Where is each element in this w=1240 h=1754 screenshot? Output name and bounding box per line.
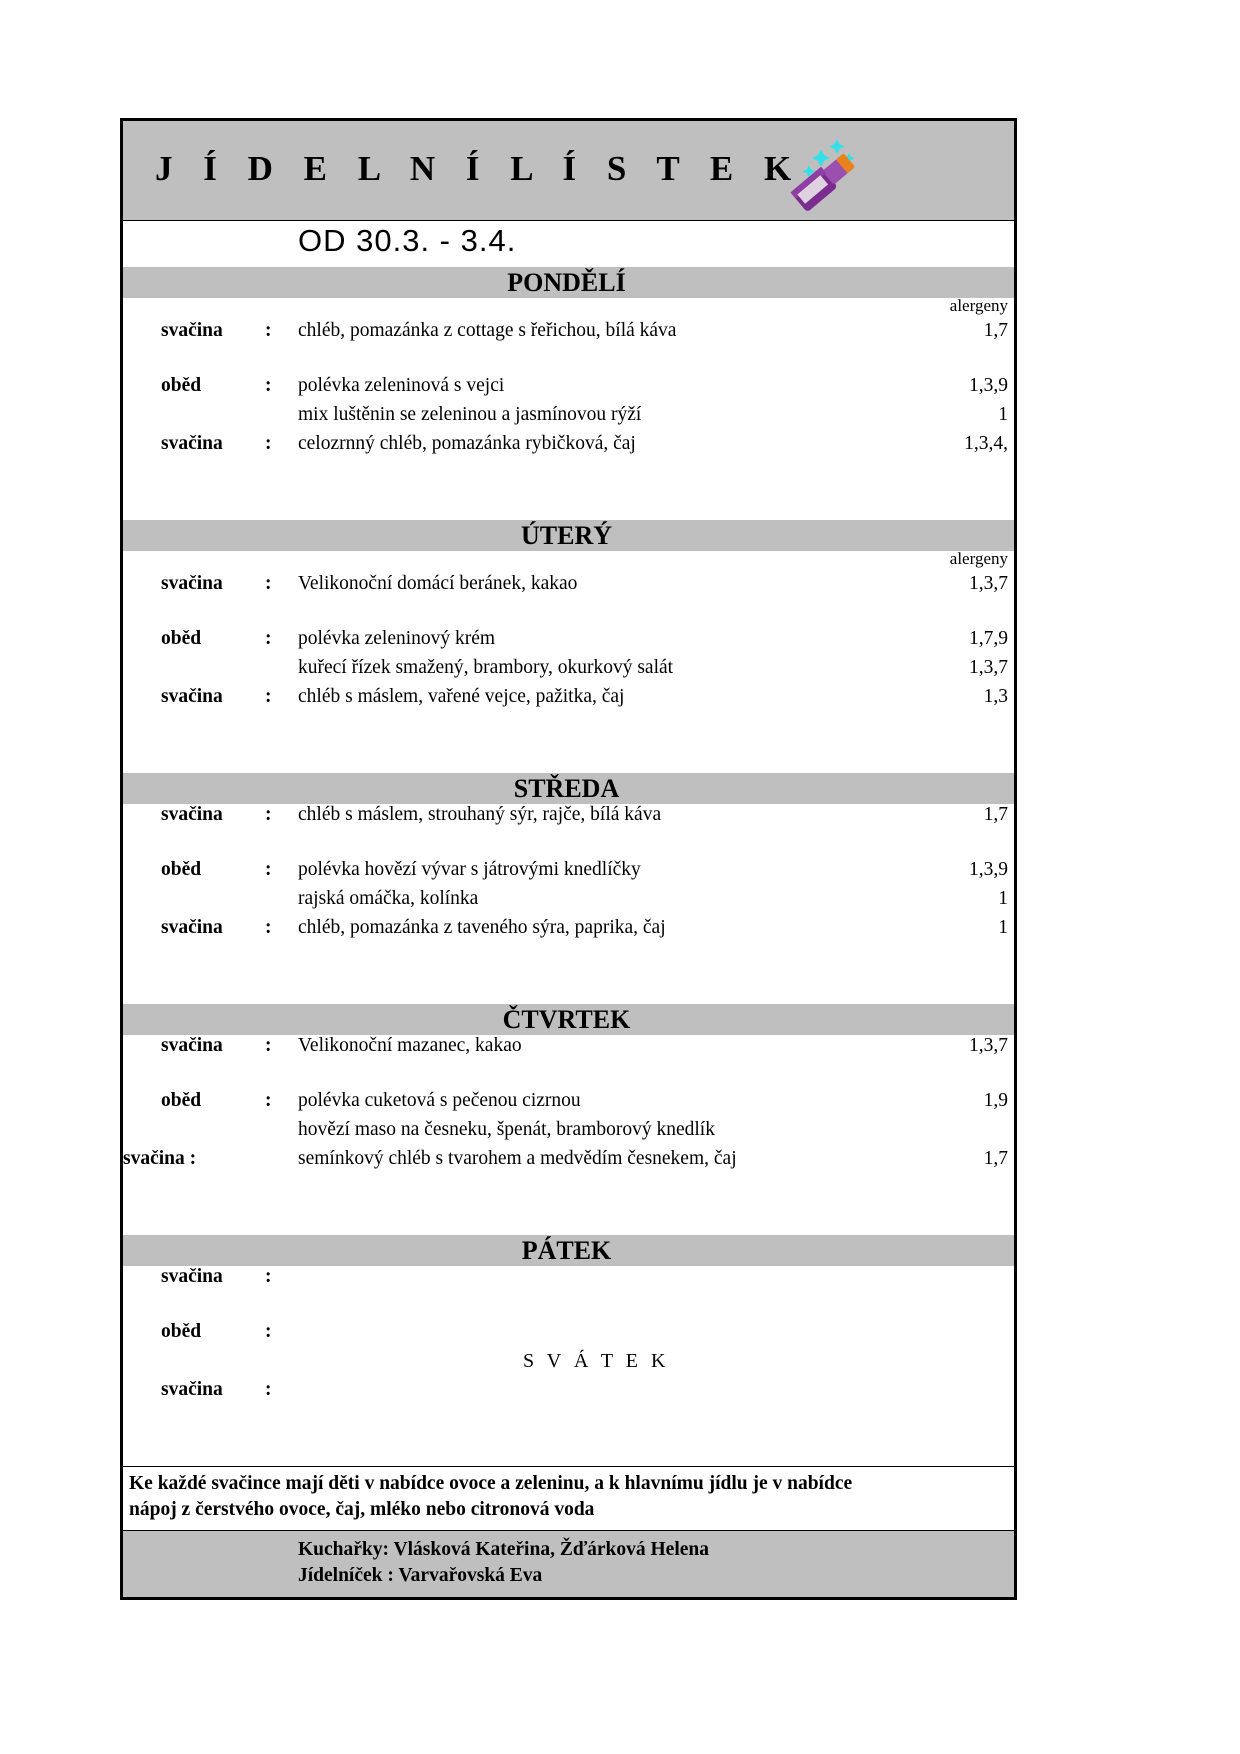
meal-text: celozrnný chléb, pomazánka rybičková, čaj xyxy=(298,433,636,454)
colon: : xyxy=(265,1266,272,1287)
menu-document xyxy=(120,118,1017,1600)
table-row xyxy=(123,1321,1014,1350)
day-block-utery xyxy=(123,551,1014,773)
table-row xyxy=(123,433,1014,462)
meal-text: chléb s máslem, vařené vejce, pažitka, čaj xyxy=(298,686,625,707)
meal-label: oběd xyxy=(161,1090,202,1111)
document-title-bar xyxy=(123,121,1014,221)
day-name: STŘEDA xyxy=(513,774,620,803)
table-row xyxy=(123,404,1014,433)
day-block-ctvrtek xyxy=(123,1035,1014,1235)
meal-label: oběd xyxy=(161,859,202,880)
colon: : xyxy=(265,917,272,938)
meal-label: oběd xyxy=(161,375,202,396)
table-row xyxy=(123,573,1014,602)
allergen-codes: 1,3,9 xyxy=(969,859,1008,880)
allergen-codes: 1,3,4, xyxy=(964,433,1008,454)
colon: : xyxy=(265,686,272,707)
meal-text: semínkový chléb s tvarohem a medvědím česnekem, čaj xyxy=(298,1148,737,1169)
page-title: J Í D E L N Í L Í S T E K xyxy=(155,149,803,188)
meal-text: rajská omáčka, kolínka xyxy=(298,888,479,909)
allergen-codes: 1,3,7 xyxy=(969,657,1008,678)
meal-label: oběd xyxy=(161,628,202,649)
meal-label: svačina xyxy=(161,573,223,594)
meal-text: kuřecí řízek smažený, brambory, okurkový salát xyxy=(298,657,674,678)
day-block-pondeli xyxy=(123,298,1014,520)
allergen-codes: 1,9 xyxy=(983,1090,1008,1111)
day-header-patek xyxy=(123,1235,1014,1266)
table-row xyxy=(123,917,1014,946)
colon: : xyxy=(265,1379,272,1400)
allergen-codes: 1,7 xyxy=(983,1148,1008,1169)
table-row xyxy=(123,686,1014,715)
meal-text: polévka hovězí vývar s játrovými knedlíčky xyxy=(298,859,641,880)
allergen-codes: 1 xyxy=(998,917,1008,938)
table-row xyxy=(123,628,1014,657)
day-header-streda xyxy=(123,773,1014,804)
table-row xyxy=(123,1379,1014,1408)
meal-label: svačina xyxy=(161,1266,223,1287)
colon: : xyxy=(265,1090,272,1111)
alergeny-label: alergeny xyxy=(949,296,1008,315)
allergen-codes: 1,3,7 xyxy=(969,1035,1008,1056)
meal-text: polévka cuketová s pečenou cizrnou xyxy=(298,1090,581,1111)
colon: : xyxy=(265,433,272,454)
meal-label: svačina xyxy=(161,804,223,825)
allergen-codes: 1,3,7 xyxy=(969,573,1008,594)
colon: : xyxy=(265,859,272,880)
table-row xyxy=(123,1148,1014,1177)
menu-note xyxy=(123,1466,1014,1530)
champagne-bottle-icon xyxy=(761,131,871,221)
meal-label: svačina xyxy=(161,1035,223,1056)
table-row xyxy=(123,320,1014,349)
meal-text: mix luštěnin se zeleninou a jasmínovou rýží xyxy=(298,404,642,425)
alergeny-label: alergeny xyxy=(949,549,1008,568)
meal-text: chléb s máslem, strouhaný sýr, rajče, bílá káva xyxy=(298,804,662,825)
table-row xyxy=(123,888,1014,917)
day-block-streda xyxy=(123,804,1014,1004)
meal-text: polévka zeleninový krém xyxy=(298,628,496,649)
day-block-patek xyxy=(123,1266,1014,1466)
allergen-codes: 1,7,9 xyxy=(969,628,1008,649)
colon: : xyxy=(265,320,272,341)
colon: : xyxy=(265,628,272,649)
day-name: PONDĚLÍ xyxy=(507,268,626,297)
day-header-utery xyxy=(123,520,1014,551)
meal-label: svačina xyxy=(161,320,223,341)
allergen-codes: 1,3 xyxy=(983,686,1008,707)
day-name: PÁTEK xyxy=(521,1236,612,1265)
meal-text: Velikonoční mazanec, kakao xyxy=(298,1035,522,1056)
allergen-codes: 1 xyxy=(998,404,1008,425)
meal-label: svačina : xyxy=(123,1148,197,1169)
table-row xyxy=(123,375,1014,404)
meal-label: svačina xyxy=(161,433,223,454)
meal-label: svačina xyxy=(161,917,223,938)
day-header-ctvrtek xyxy=(123,1004,1014,1035)
meal-text: polévka zeleninová s vejci xyxy=(298,375,505,396)
allergen-codes: 1,7 xyxy=(983,804,1008,825)
holiday-text: S V Á T E K xyxy=(523,1350,670,1372)
date-range-row xyxy=(123,221,1014,267)
colon: : xyxy=(265,573,272,594)
table-row xyxy=(123,1119,1014,1148)
footer-cooks: Kuchařky: Vlásková Kateřina, Žďárková Helena xyxy=(298,1538,709,1560)
meal-label: svačina xyxy=(161,1379,223,1400)
note-line-1: Ke každé svačince mají děti v nabídce ovoce a zeleninu, a k hlavnímu jídlu je v nabídce xyxy=(129,1473,853,1494)
colon: : xyxy=(265,375,272,396)
meal-text: chléb, pomazánka z cottage s řeřichou, bílá káva xyxy=(298,320,677,341)
meal-label: svačina xyxy=(161,686,223,707)
holiday-row xyxy=(123,1350,1014,1379)
colon: : xyxy=(265,1035,272,1056)
footer-menu-author: Jídelníček : Varvařovská Eva xyxy=(298,1564,543,1586)
allergen-codes: 1,3,9 xyxy=(969,375,1008,396)
document-footer xyxy=(123,1530,1014,1598)
date-range: OD 30.3. - 3.4. xyxy=(298,223,517,258)
meal-text: Velikonoční domácí beránek, kakao xyxy=(298,573,578,594)
day-name: ÚTERÝ xyxy=(520,521,612,550)
table-row xyxy=(123,1090,1014,1119)
meal-label: oběd xyxy=(161,1321,202,1342)
day-header-pondeli xyxy=(123,267,1014,298)
table-row xyxy=(123,859,1014,888)
day-name: ČTVRTEK xyxy=(502,1005,631,1034)
meal-text: chléb, pomazánka z taveného sýra, paprika, čaj xyxy=(298,917,666,938)
table-row xyxy=(123,1266,1014,1295)
allergen-codes: 1 xyxy=(998,888,1008,909)
colon: : xyxy=(265,1321,272,1342)
note-line-2: nápoj z čerstvého ovoce, čaj, mléko nebo citronová voda xyxy=(129,1499,595,1521)
allergen-codes: 1,7 xyxy=(983,320,1008,341)
table-row xyxy=(123,1035,1014,1064)
meal-text: hovězí maso na česneku, špenát, bramborový knedlík xyxy=(298,1119,715,1140)
colon: : xyxy=(265,804,272,825)
table-row xyxy=(123,657,1014,686)
table-row xyxy=(123,804,1014,833)
